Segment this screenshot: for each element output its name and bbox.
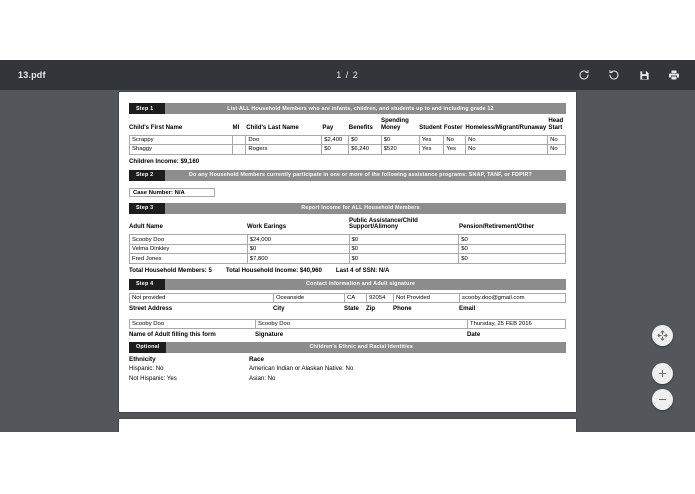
table-row: [130, 135, 566, 145]
pdf-page-1: [119, 92, 576, 412]
label-street-address: Street Address: [129, 304, 173, 312]
step4-header: [129, 279, 566, 290]
step4-chip: Step 4: [129, 279, 165, 290]
cell-street-address[interactable]: Not provided: [130, 293, 274, 303]
save-icon[interactable]: [637, 68, 651, 82]
cell-adult-name[interactable]: Velma Dinkley: [130, 244, 248, 254]
cell-work-earings[interactable]: $24,000: [247, 235, 349, 245]
page-indicator: 1 / 2: [336, 70, 359, 80]
label-name-of-adult: Name of Adult filling this form: [129, 330, 216, 338]
race-american-indian: American Indian or Alaskan Native: No: [249, 365, 354, 373]
col-pay: Pay: [322, 123, 334, 131]
step1-header: [129, 103, 566, 114]
col-benefits: Benefits: [348, 123, 373, 131]
race-asian: Asian: No: [249, 374, 276, 382]
pdf-viewer-canvas[interactable]: [0, 60, 695, 432]
cell-pension[interactable]: $0: [459, 244, 566, 254]
cell-email[interactable]: scooby.doo@gmail.com: [460, 293, 566, 303]
identity-row: [129, 375, 566, 382]
cell-student[interactable]: Yes: [419, 145, 444, 155]
pdf-toolbar: [0, 60, 695, 90]
cell-public-assistance[interactable]: $0: [349, 235, 459, 245]
label-race: Race: [249, 355, 265, 363]
cell-last-name[interactable]: Rogers: [246, 145, 322, 155]
step3-table: [129, 234, 566, 264]
label-ethnicity: Ethnicity: [129, 355, 156, 363]
label-city: City: [273, 304, 285, 312]
cell-first-name[interactable]: Shaggy: [130, 145, 233, 155]
cell-adult-name[interactable]: Fred Jones: [130, 254, 248, 264]
optional-heading: Children's Ethnic and Racial Identities: [309, 344, 414, 351]
label-phone: Phone: [393, 304, 412, 312]
cell-adult-name-filling[interactable]: Scooby Doo: [130, 319, 256, 329]
case-number-field[interactable]: Case Number: N/A: [129, 188, 215, 198]
label-zip: Zip: [366, 304, 376, 312]
step1-column-headers: [129, 114, 566, 135]
cell-work-earings[interactable]: $7,800: [247, 254, 349, 264]
cell-homeless[interactable]: No: [466, 145, 548, 155]
zoom-in-icon[interactable]: [652, 363, 673, 384]
signature-spacer: [129, 312, 566, 319]
optional-header: [129, 342, 566, 353]
step3-heading: Report Income for ALL Household Members: [301, 205, 420, 212]
step4-heading: Contact information and Adult signature: [306, 281, 415, 288]
cell-signature[interactable]: Scooby Doo: [256, 319, 468, 329]
col-mi: MI: [232, 123, 240, 131]
table-row: [130, 244, 566, 254]
step3-chip: Step 3: [129, 203, 165, 214]
identity-row: [129, 365, 566, 372]
cell-benefits[interactable]: $0: [349, 135, 382, 145]
print-icon[interactable]: [667, 68, 681, 82]
cell-pension[interactable]: $0: [459, 235, 566, 245]
col-foster: Foster: [443, 123, 463, 131]
step2-heading: Do any Household Members currently participate in one or more of the following assistance programs: SNAP, TANF, or FDPIR?: [189, 172, 532, 179]
total-household-members: Total Household Members: 5: [129, 266, 212, 274]
cell-mi[interactable]: [232, 135, 246, 145]
col-public-assistance: Public Assistance/Child Support/Alimony: [349, 216, 418, 231]
last-4-ssn: Last 4 of SSN: N/A: [335, 266, 390, 274]
identity-headers: [129, 356, 566, 363]
ethnicity-hispanic: Hispanic: No: [129, 365, 164, 373]
cell-adult-name[interactable]: Scooby Doo: [130, 235, 248, 245]
label-email: Email: [459, 304, 476, 312]
rotate-counterclockwise-icon[interactable]: [607, 68, 621, 82]
col-student: Student: [419, 123, 442, 131]
cell-mi[interactable]: [232, 145, 246, 155]
pdf-filename: 13.pdf: [18, 70, 46, 80]
zoom-out-icon[interactable]: [652, 389, 673, 410]
step3-header: [129, 203, 566, 214]
cell-pay[interactable]: $0: [322, 145, 349, 155]
toolbar-actions: [577, 60, 681, 90]
step3-column-headers: [129, 214, 566, 235]
table-row: [130, 145, 566, 155]
cell-last-name[interactable]: Doo: [246, 135, 322, 145]
cell-work-earings[interactable]: $0: [247, 244, 349, 254]
contact-table: [129, 293, 566, 304]
step1-chip: Step 1: [129, 103, 165, 114]
cell-zip[interactable]: 92054: [367, 293, 394, 303]
step1-table: [129, 135, 566, 155]
cell-spending-money[interactable]: $520: [381, 145, 419, 155]
cell-homeless[interactable]: No: [466, 135, 548, 145]
col-work-earings: Work Earings: [247, 223, 287, 231]
cell-public-assistance[interactable]: $0: [349, 244, 459, 254]
pdf-page-2: [119, 419, 576, 432]
table-row: [130, 293, 566, 303]
col-adult-name: Adult Name: [129, 223, 163, 231]
signature-labels: [129, 331, 566, 338]
fit-page-icon[interactable]: [652, 325, 673, 346]
table-row: [130, 235, 566, 245]
cell-head-start[interactable]: No: [548, 145, 566, 155]
zoom-controls: [652, 325, 673, 410]
signature-table: [129, 319, 566, 330]
step2-header: [129, 170, 566, 181]
cell-state[interactable]: CA: [345, 293, 367, 303]
table-row: [130, 254, 566, 264]
children-income: Children Income: $9,160: [129, 157, 200, 165]
table-row: [130, 319, 566, 329]
step3-totals: [129, 267, 566, 274]
cell-spending-money[interactable]: $0: [381, 135, 419, 145]
step2-chip: Step 2: [129, 170, 165, 181]
col-child-first-name: Child's First Name: [129, 123, 183, 131]
cell-head-start[interactable]: No: [548, 135, 566, 145]
col-homeless: Homeless/Migrant/Runaway: [465, 123, 547, 131]
optional-chip: Optional: [129, 342, 166, 353]
rotate-clockwise-icon[interactable]: [577, 68, 591, 82]
cell-foster[interactable]: No: [444, 135, 466, 145]
label-date: Date: [467, 330, 481, 338]
cell-pension[interactable]: $0: [459, 254, 566, 264]
col-pension: Pension/Retirement/Other: [459, 223, 535, 231]
cell-city[interactable]: Oceanside: [274, 293, 345, 303]
col-child-last-name: Child's Last Name: [246, 123, 299, 131]
contact-labels: [129, 305, 566, 312]
cell-benefits[interactable]: $6,240: [349, 145, 382, 155]
cell-foster[interactable]: Yes: [444, 145, 466, 155]
ethnicity-not-hispanic: Not Hispanic: Yes: [129, 374, 177, 382]
cell-date[interactable]: Thursday, 25 FEB 2016: [468, 319, 566, 329]
cell-pay[interactable]: $2,400: [322, 135, 349, 145]
step1-heading: List ALL Household Members who are infants, children, and students up to and including grade 12: [227, 105, 494, 112]
label-signature: Signature: [255, 330, 284, 338]
cell-first-name[interactable]: Scrappy: [130, 135, 233, 145]
total-household-income: Total Household Income: $40,960: [225, 266, 322, 274]
cell-student[interactable]: Yes: [419, 135, 444, 145]
label-state: State: [344, 304, 359, 312]
col-spending-money: Spending Money: [381, 117, 409, 131]
cell-public-assistance[interactable]: $0: [349, 254, 459, 264]
col-head-start: Head Start: [548, 117, 564, 131]
cell-phone[interactable]: Not Provided: [394, 293, 460, 303]
